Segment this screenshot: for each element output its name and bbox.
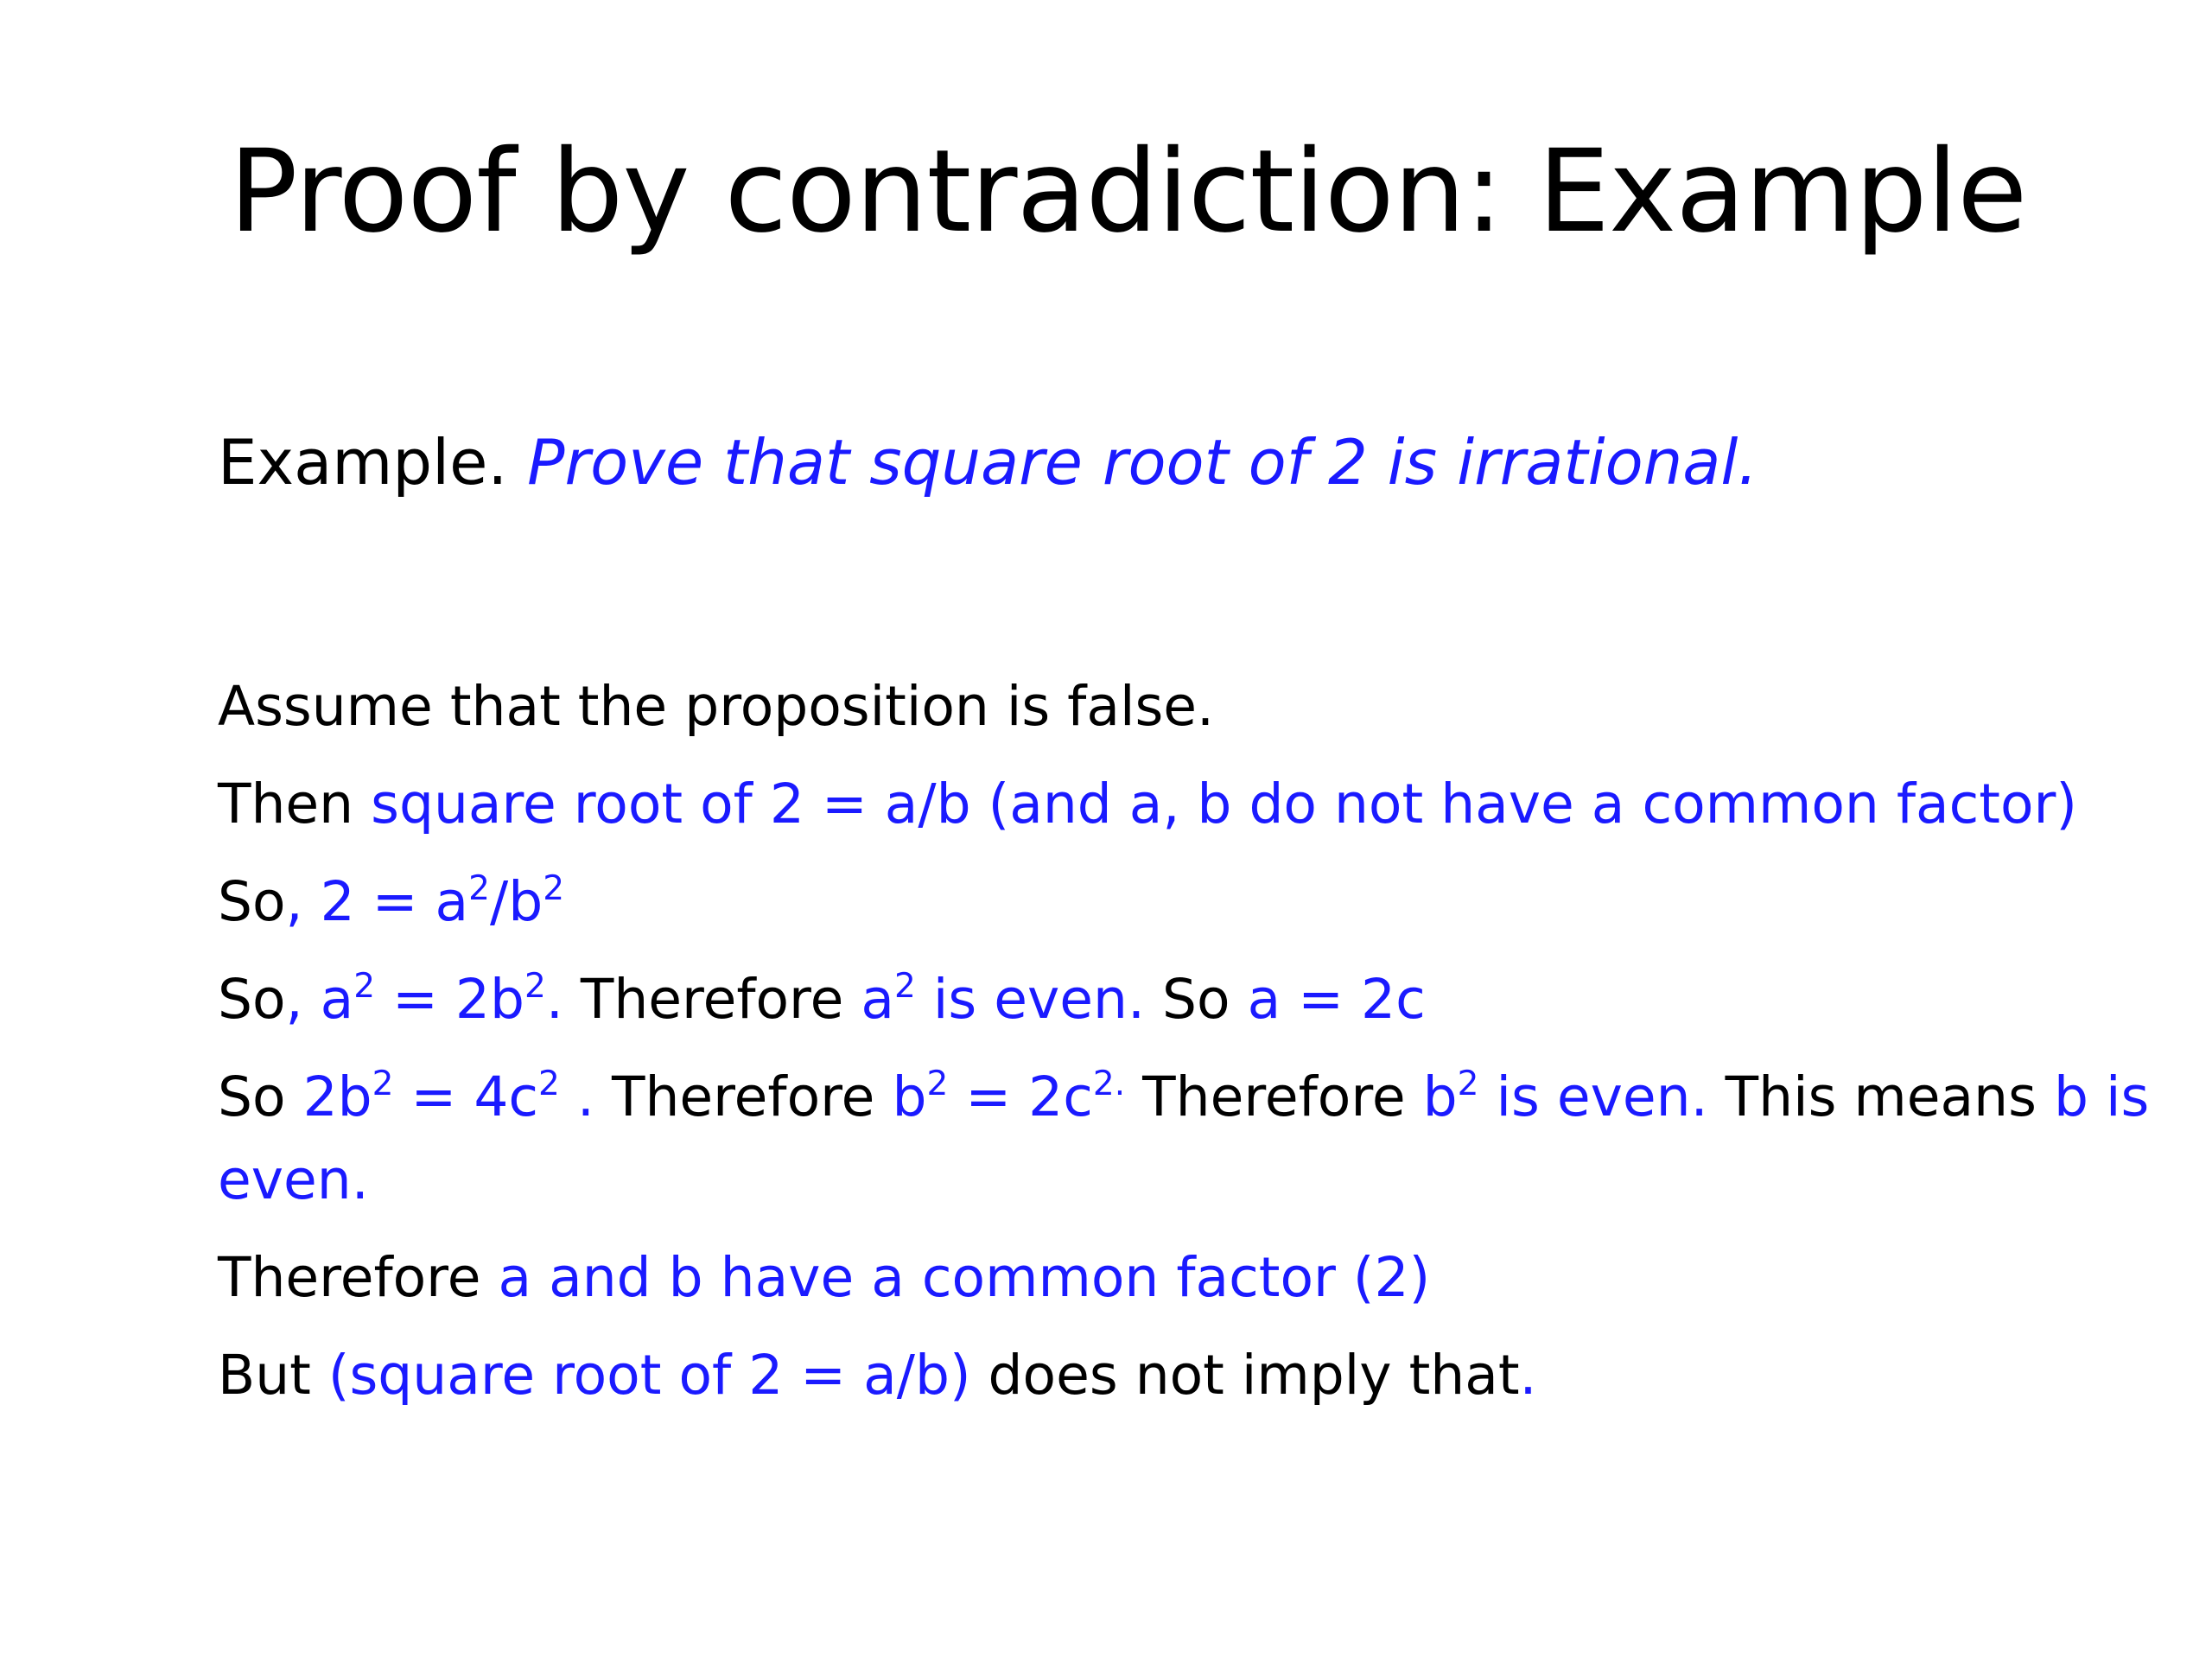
text-segment: Therefore — [218, 1246, 499, 1309]
text-segment: , a — [285, 968, 354, 1031]
example-statement: Prove that square root of 2 is irrational. — [527, 426, 1758, 499]
text-segment: Then — [218, 772, 372, 836]
text-segment: 2b — [302, 1065, 372, 1128]
proof-step-2 — [218, 763, 2101, 846]
superscript: 2 — [468, 868, 490, 908]
text-segment: is even. — [1478, 1065, 1708, 1128]
proof-step-7 — [218, 1334, 2101, 1417]
superscript: 2 — [543, 868, 565, 908]
proof-step-6 — [218, 1236, 2101, 1319]
example-statement-line — [218, 425, 1758, 499]
text-segment: /b — [489, 870, 543, 933]
text-segment: = 4c — [393, 1065, 539, 1128]
proof-step-4 — [218, 958, 2101, 1041]
text-segment: a = 2c — [1247, 968, 1426, 1031]
text-segment: b is — [2053, 1065, 2150, 1128]
text-segment: a and b have a common factor (2) — [498, 1246, 1431, 1309]
superscript: 2 — [372, 1064, 394, 1103]
example-label: Example. — [218, 426, 508, 499]
superscript: 2 — [538, 1064, 560, 1103]
proof-step-1 — [218, 665, 2101, 748]
superscript: 2. — [1092, 1064, 1126, 1103]
text-segment: . — [545, 968, 563, 1031]
text-segment: So — [218, 1065, 303, 1128]
text-segment: is even. — [915, 968, 1145, 1031]
text-segment: square root of 2 = a/b (and a, b do not have a common factor) — [371, 772, 2078, 836]
text-segment: Therefore — [1125, 1065, 1423, 1128]
text-segment: a — [861, 968, 894, 1031]
text-segment: This means — [1707, 1065, 2054, 1128]
text-segment: = 2c — [948, 1065, 1093, 1128]
superscript: 2 — [524, 966, 546, 1006]
text-segment: even. — [218, 1148, 369, 1211]
text-segment: (square root of 2 = a/b) — [327, 1344, 971, 1407]
text-segment: b — [1422, 1065, 1458, 1128]
text-segment: So — [218, 968, 286, 1031]
text-segment: , 2 = a — [285, 870, 469, 933]
text-segment: b — [892, 1065, 927, 1128]
text-segment: So — [218, 870, 286, 933]
slide-title: Proof by contradiction: Example — [229, 125, 2027, 258]
text-segment: does not imply that — [970, 1344, 1520, 1407]
proof-step-3 — [218, 861, 2101, 944]
text-segment: . — [559, 1065, 594, 1128]
superscript: 2 — [1457, 1064, 1479, 1103]
text-segment: Assume that the proposition is false. — [218, 675, 1215, 738]
text-segment: But — [218, 1344, 328, 1407]
text-segment: Therefore — [594, 1065, 893, 1128]
text-segment: = 2b — [375, 968, 524, 1031]
superscript: 2 — [926, 1064, 949, 1103]
text-segment: Therefore — [563, 968, 861, 1031]
superscript: 2 — [893, 966, 916, 1006]
superscript: 2 — [353, 966, 376, 1006]
text-segment: . — [1519, 1344, 1537, 1407]
proof-step-5 — [218, 1056, 2150, 1222]
proof-step-continuation — [218, 1139, 2101, 1222]
proof-steps — [218, 665, 2150, 1432]
text-segment: So — [1144, 968, 1248, 1031]
